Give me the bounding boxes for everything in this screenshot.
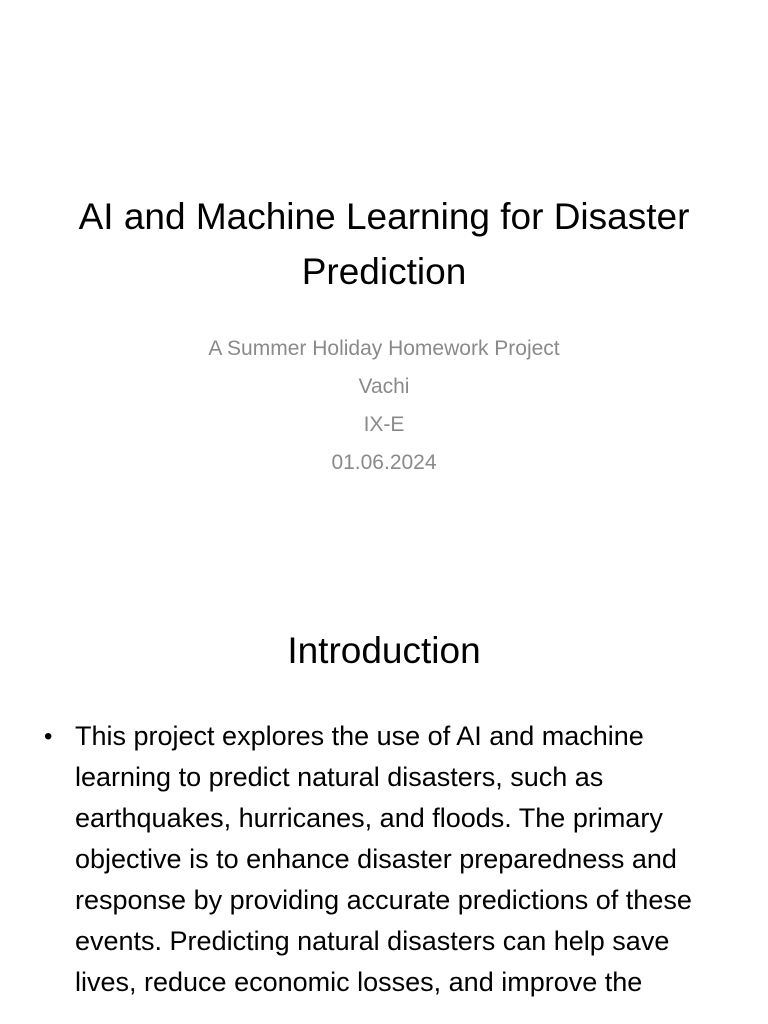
introduction-slide (0, 576, 768, 1024)
slide-title: AI and Machine Learning for Disaster Prediction (78, 196, 690, 292)
bullet-icon: • (44, 723, 53, 750)
bullet-text: This project explores the use of AI and machine learning to predict natural disasters, such as earthquakes, hurricanes, and floods. The primary objective is to enhance disaster preparedness and response by providing accurate predictions of these events. Predicting natural disasters can help save lives, reduce economic losses, and improve the (75, 721, 692, 997)
subtitle-project: A Summer Holiday Homework Project (208, 337, 560, 360)
slide-title: Introduction (287, 630, 481, 671)
list-item (44, 716, 734, 1003)
subtitle-date: 01.06.2024 (331, 451, 437, 474)
subtitle-class: IX-E (363, 413, 405, 436)
subtitle-author: Vachi (358, 375, 410, 398)
slide-subtitle (60, 330, 708, 482)
bullet-list (44, 716, 734, 1003)
